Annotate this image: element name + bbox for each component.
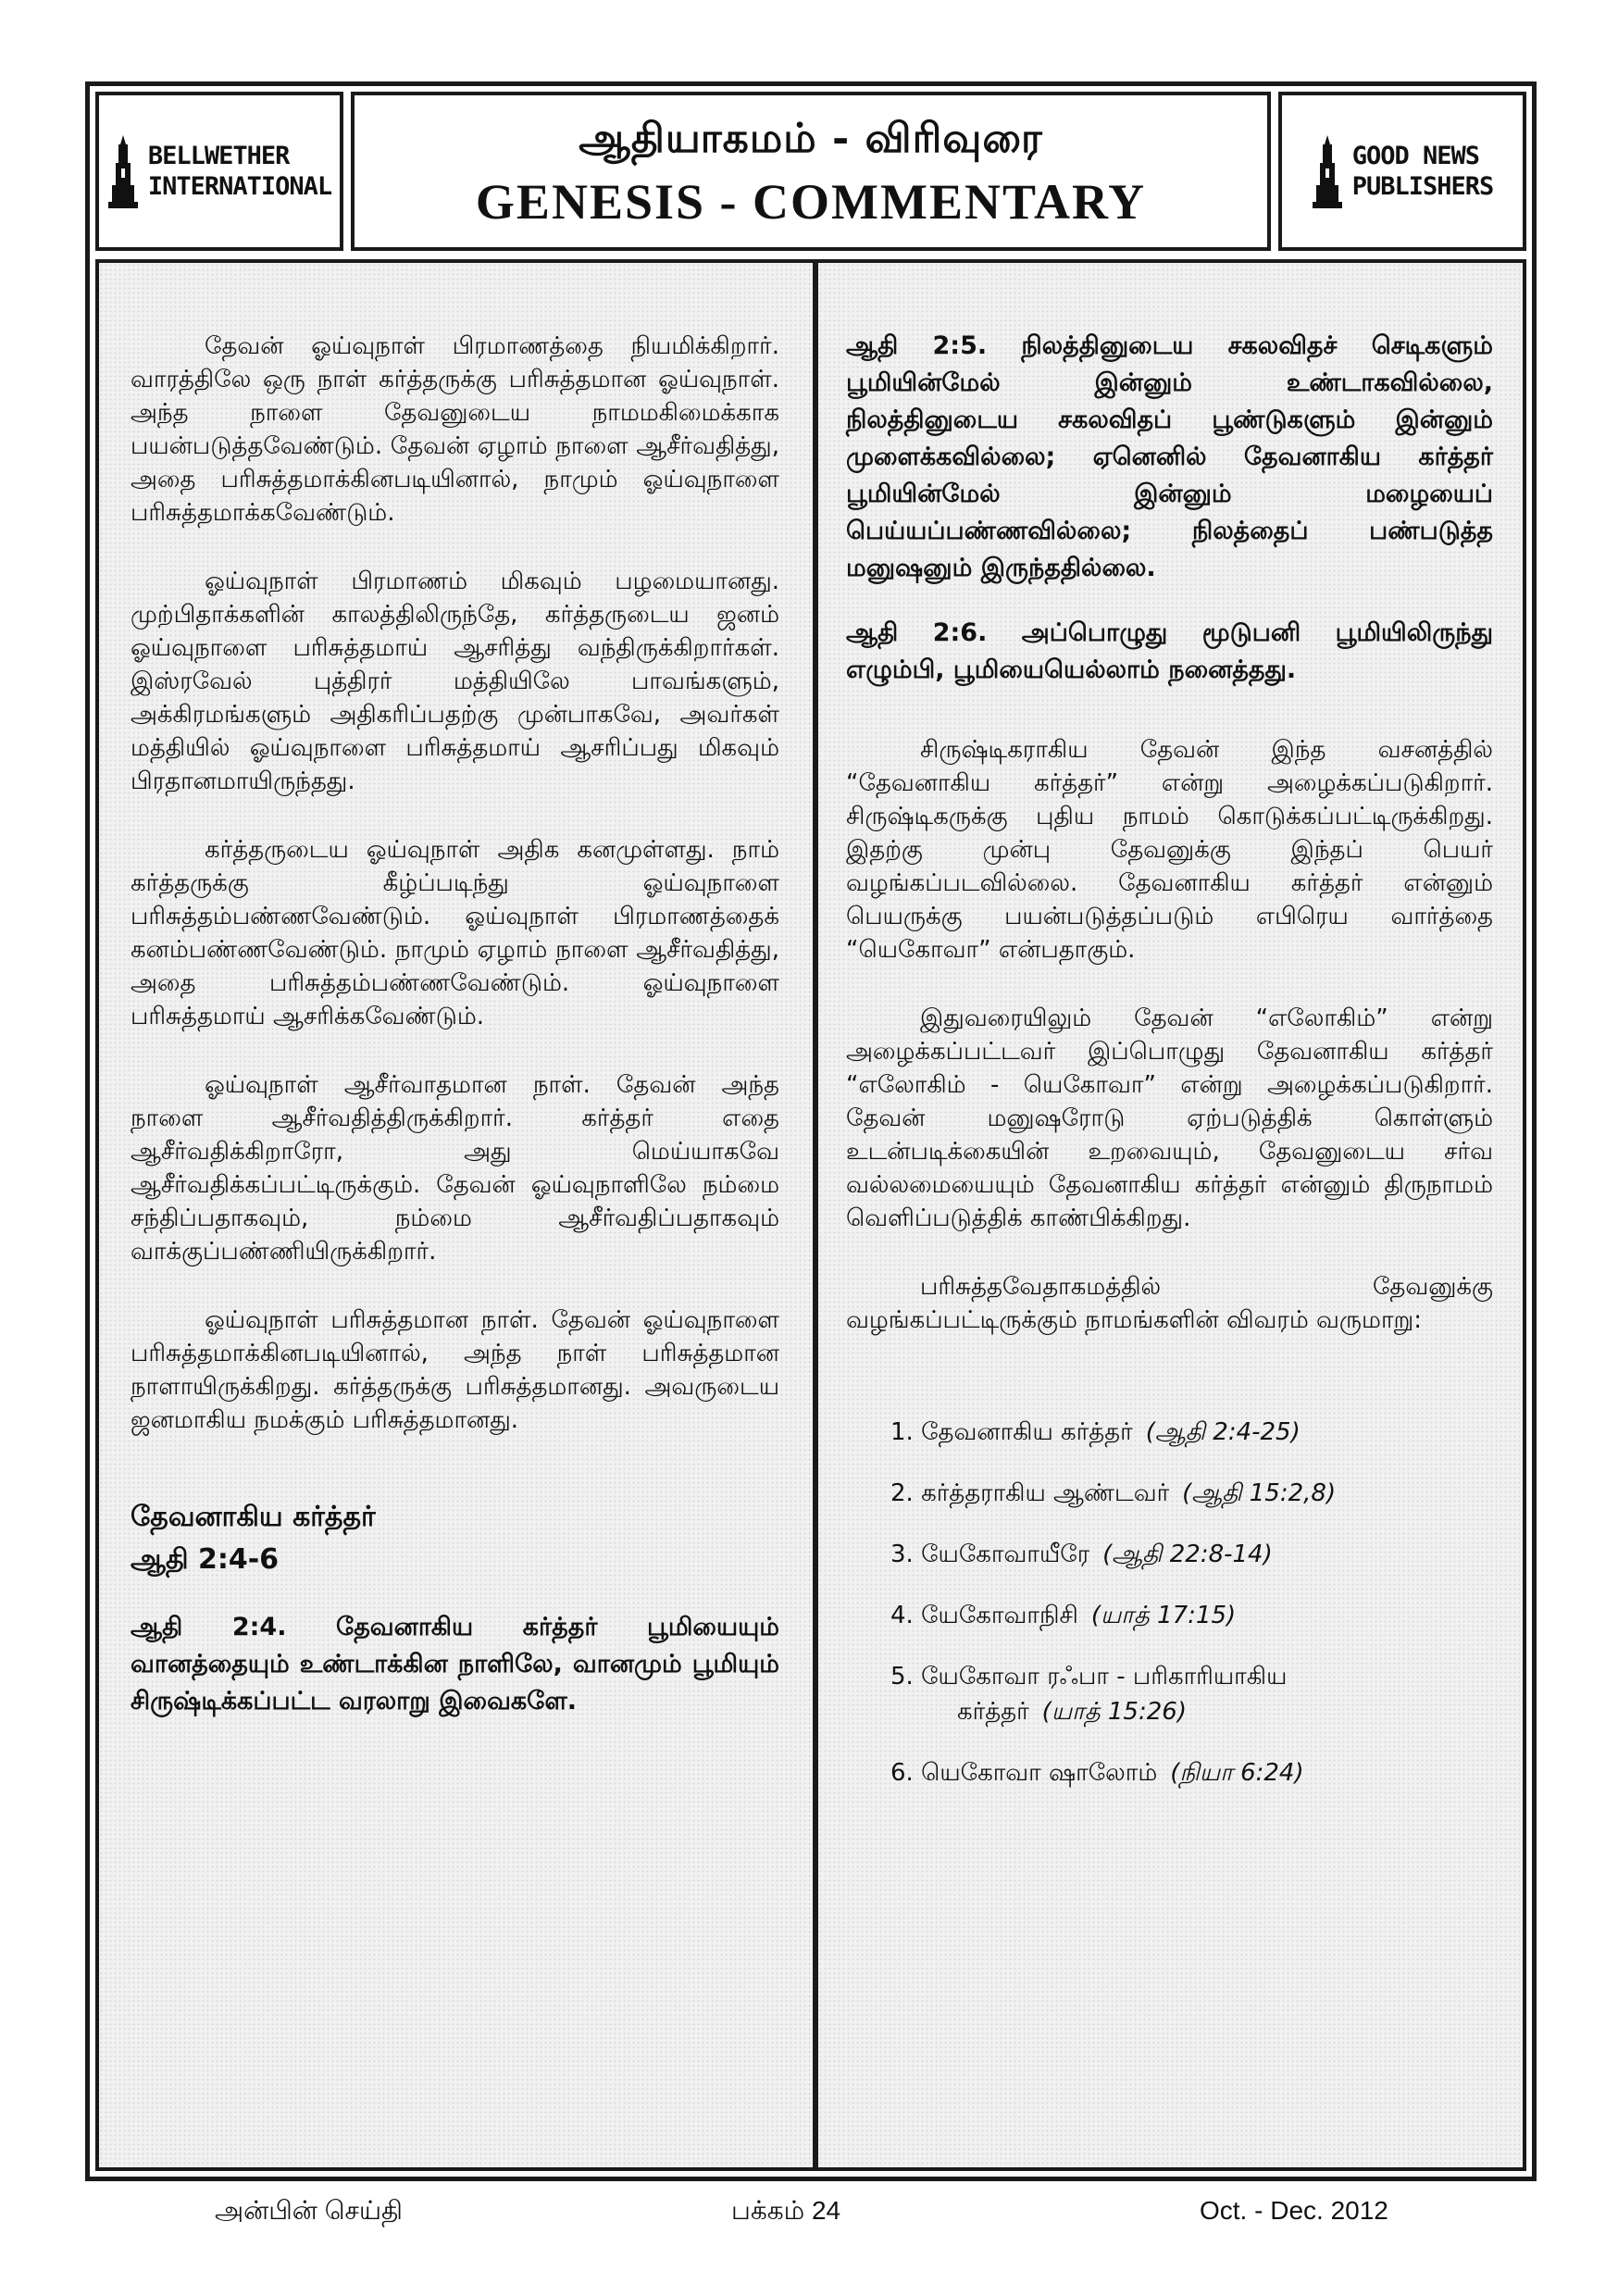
paragraph: ஓய்வுநாள் பிரமாணம் மிகவும் பழமையானது. முற்பிதாக்களின் காலத்திலிருந்தே, கர்த்தருடைய ஜனம் ஓய்வுநாளை பரிசுத்தமாய் ஆசரித்து வந்திருக்கிறார்கள். இஸ்ரவேல் புத்திரர் மத்தியிலே பாவங்களும், அக்கிரமங்களும் அதிகரிப்பதற்கு முன்பாகவே, அவர்கள் மத்தியில் ஓய்வுநாளை பரிசுத்தமாய் ஆசரிப்பது மிகவும் பிரதானமாயிருந்தது. xyxy=(131,568,779,795)
paragraph: பரிசுத்தவேதாகமத்தில் தேவனுக்கு வழங்கப்பட்டிருக்கும் நாமங்களின் விவரம் வருமாறு: xyxy=(846,1273,1493,1334)
list-item: 1. தேவனாகிய கர்த்தர் (ஆதி 2:4-25) xyxy=(890,1418,1301,1446)
paragraph: தேவன் ஓய்வுநாள் பிரமாணத்தை நியமிக்கிறார். வாரத்திலே ஒரு நாள் கர்த்தருக்கு பரிசுத்தமான ஓய்வுநாள். அந்த நாளை தேவனுடைய நாமமகிமைக்காக பயன்படுத்தவேண்டும். தேவன் ஏழாம் நாளை ஆசீர்வதித்து, அதை பரிசுத்தமாக்கினபடியினால், நாமும் ஓய்வுநாளை பரிசுத்தமாக்கவேண்டும். xyxy=(131,332,779,527)
section-heading: தேவனாகிய கர்த்தர் xyxy=(131,1501,376,1533)
footer-page-number: பக்கம் 24 xyxy=(731,2196,841,2225)
header xyxy=(95,92,1526,251)
paragraph: ஓய்வுநாள் ஆசீர்வாதமான நாள். தேவன் அந்த நாளை ஆசீர்வதித்திருக்கிறார். கர்த்தர் எதை ஆசீர்வதிக்கிறாரோ, அது மெய்யாகவே ஆசீர்வதிக்கப்பட்டிருக்கும். தேவன் ஓய்வுநாளிலே நம்மை சந்திப்பதாகவும், நம்மை ஆசீர்வதிப்பதாகவும் வாக்குப்பண்ணியிருக்கிறார். xyxy=(131,1071,779,1266)
title-box xyxy=(351,92,1271,251)
paragraph: ஓய்வுநாள் பரிசுத்தமான நாள். தேவன் ஓய்வுநாளை பரிசுத்தமாக்கினபடியினால், அந்த நாள் பரிசுத்தமான நாளாயிருக்கிறது. கர்த்தருக்கு பரிசுத்தமானது. அவருடைய ஜனமாகிய நமக்கும் பரிசுத்தமானது. xyxy=(131,1306,779,1434)
list-item: 4. யேகோவாநிசி (யாத் 17:15) xyxy=(890,1602,1237,1629)
paragraph: சிருஷ்டிகராகிய தேவன் இந்த வசனத்தில் “தேவனாகிய கர்த்தர்” என்று அழைக்கப்படுகிறார். சிருஷ்டிகருக்கு புதிய நாமம் கொடுக்கப்பட்டிருக்கிறது. இதற்கு முன்பு தேவனுக்கு இந்தப் பெயர் வழங்கப்படவில்லை. தேவனாகிய கர்த்தர் என்னும் பெயருக்கு பயன்படுத்தப்படும் எபிரெய வார்த்தை “யெகோவா” என்பதாகும். xyxy=(846,736,1493,964)
verse-2-6: ஆதி 2:6. அப்பொழுது மூடுபனி பூமியிலிருந்து எழும்பி, பூமியையெல்லாம் நனைத்தது. xyxy=(846,618,1493,684)
footer-magazine-name: அன்பின் செய்தி xyxy=(215,2196,403,2225)
page-frame xyxy=(85,81,1537,2181)
logo-right-line2: PUBLISHERS xyxy=(1351,172,1494,201)
right-column xyxy=(815,259,1526,2171)
verse-2-4: ஆதி 2:4. தேவனாகிய கர்த்தர் பூமியையும் வானத்தையும் உண்டாக்கின நாளிலே, வானமும் பூமியும் சிருஷ்டிக்கப்பட்ட வரலாறு இவைகளே. xyxy=(131,1613,779,1716)
footer xyxy=(0,2196,1618,2237)
section-heading-ref: ஆதி 2:4-6 xyxy=(131,1543,280,1576)
list-item: 6. யெகோவா ஷாலோம் (நியா 6:24) xyxy=(890,1759,1304,1787)
verse-2-5: ஆதி 2:5. நிலத்தினுடைய சகலவிதச் செடிகளும் பூமியின்மேல் இன்னும் உண்டாகவில்லை, நிலத்தினுடைய சகலவிதப் பூண்டுகளும் இன்னும் முளைக்கவில்லை; ஏனெனில் தேவனாகிய கர்த்தர் பூமியின்மேல் இன்னும் மழையைப் பெய்யப்பண்ணவில்லை; நிலத்தைப் பண்படுத்த மனுஷனும் இருந்ததில்லை. xyxy=(846,331,1493,582)
title-tamil: ஆதியாகமம் - விரிவுரை xyxy=(579,115,1043,162)
paragraph: கர்த்தருடைய ஓய்வுநாள் அதிக கனமுள்ளது. நாம் கர்த்தருக்கு கீழ்ப்படிந்து ஓய்வுநாளை பரிசுத்தம்பண்ணவேண்டும். ஓய்வுநாள் பிரமாணத்தைக் கனம்பண்ணவேண்டும். நாமும் ஏழாம் நாளை ஆசீர்வதித்து, அதை பரிசுத்தம்பண்ணவேண்டும். ஓய்வுநாளை பரிசுத்தமாய் ஆசரிக்கவேண்டும். xyxy=(131,836,779,1030)
footer-issue-date: Oct. - Dec. 2012 xyxy=(1200,2196,1388,2225)
paragraph: இதுவரையிலும் தேவன் “எலோகிம்” என்று அழைக்கப்பட்டவர் இப்பொழுது தேவனாகிய கர்த்தர் “எலோகிம் - யெகோவா” என்று அழைக்கப்படுகிறார். தேவன் மனுஷரோடு ஏற்படுத்திக் கொள்ளும் உடன்படிக்கையின் உறவையும், தேவனுடைய சர்வ வல்லமையையும் தேவனாகிய கர்த்தர் என்னும் திருநாமம் வெளிப்படுத்திக் காண்பிக்கிறது. xyxy=(846,1004,1493,1232)
bellwether-logo xyxy=(95,92,343,251)
title-english: GENESIS - COMMENTARY xyxy=(475,174,1147,230)
list-item: 2. கர்த்தராகிய ஆண்டவர் (ஆதி 15:2,8) xyxy=(890,1479,1337,1507)
good-news-logo xyxy=(1278,92,1526,251)
logo-left-line1: BELLWETHER xyxy=(147,142,290,170)
bell-tower-icon xyxy=(107,133,139,209)
list-item: 3. யேகோவாயீரே (ஆதி 22:8-14) xyxy=(890,1541,1273,1568)
list-item: 5. யேகோவா ரஃபா - பரிகாரியாகிய கர்த்தர் (யாத் 15:26) xyxy=(890,1663,1288,1726)
logo-right-line1: GOOD NEWS xyxy=(1351,142,1480,170)
bell-tower-icon xyxy=(1312,133,1343,209)
names-list xyxy=(846,1415,1493,1791)
logo-left-line2: INTERNATIONAL xyxy=(147,172,332,201)
left-column xyxy=(95,259,816,2171)
